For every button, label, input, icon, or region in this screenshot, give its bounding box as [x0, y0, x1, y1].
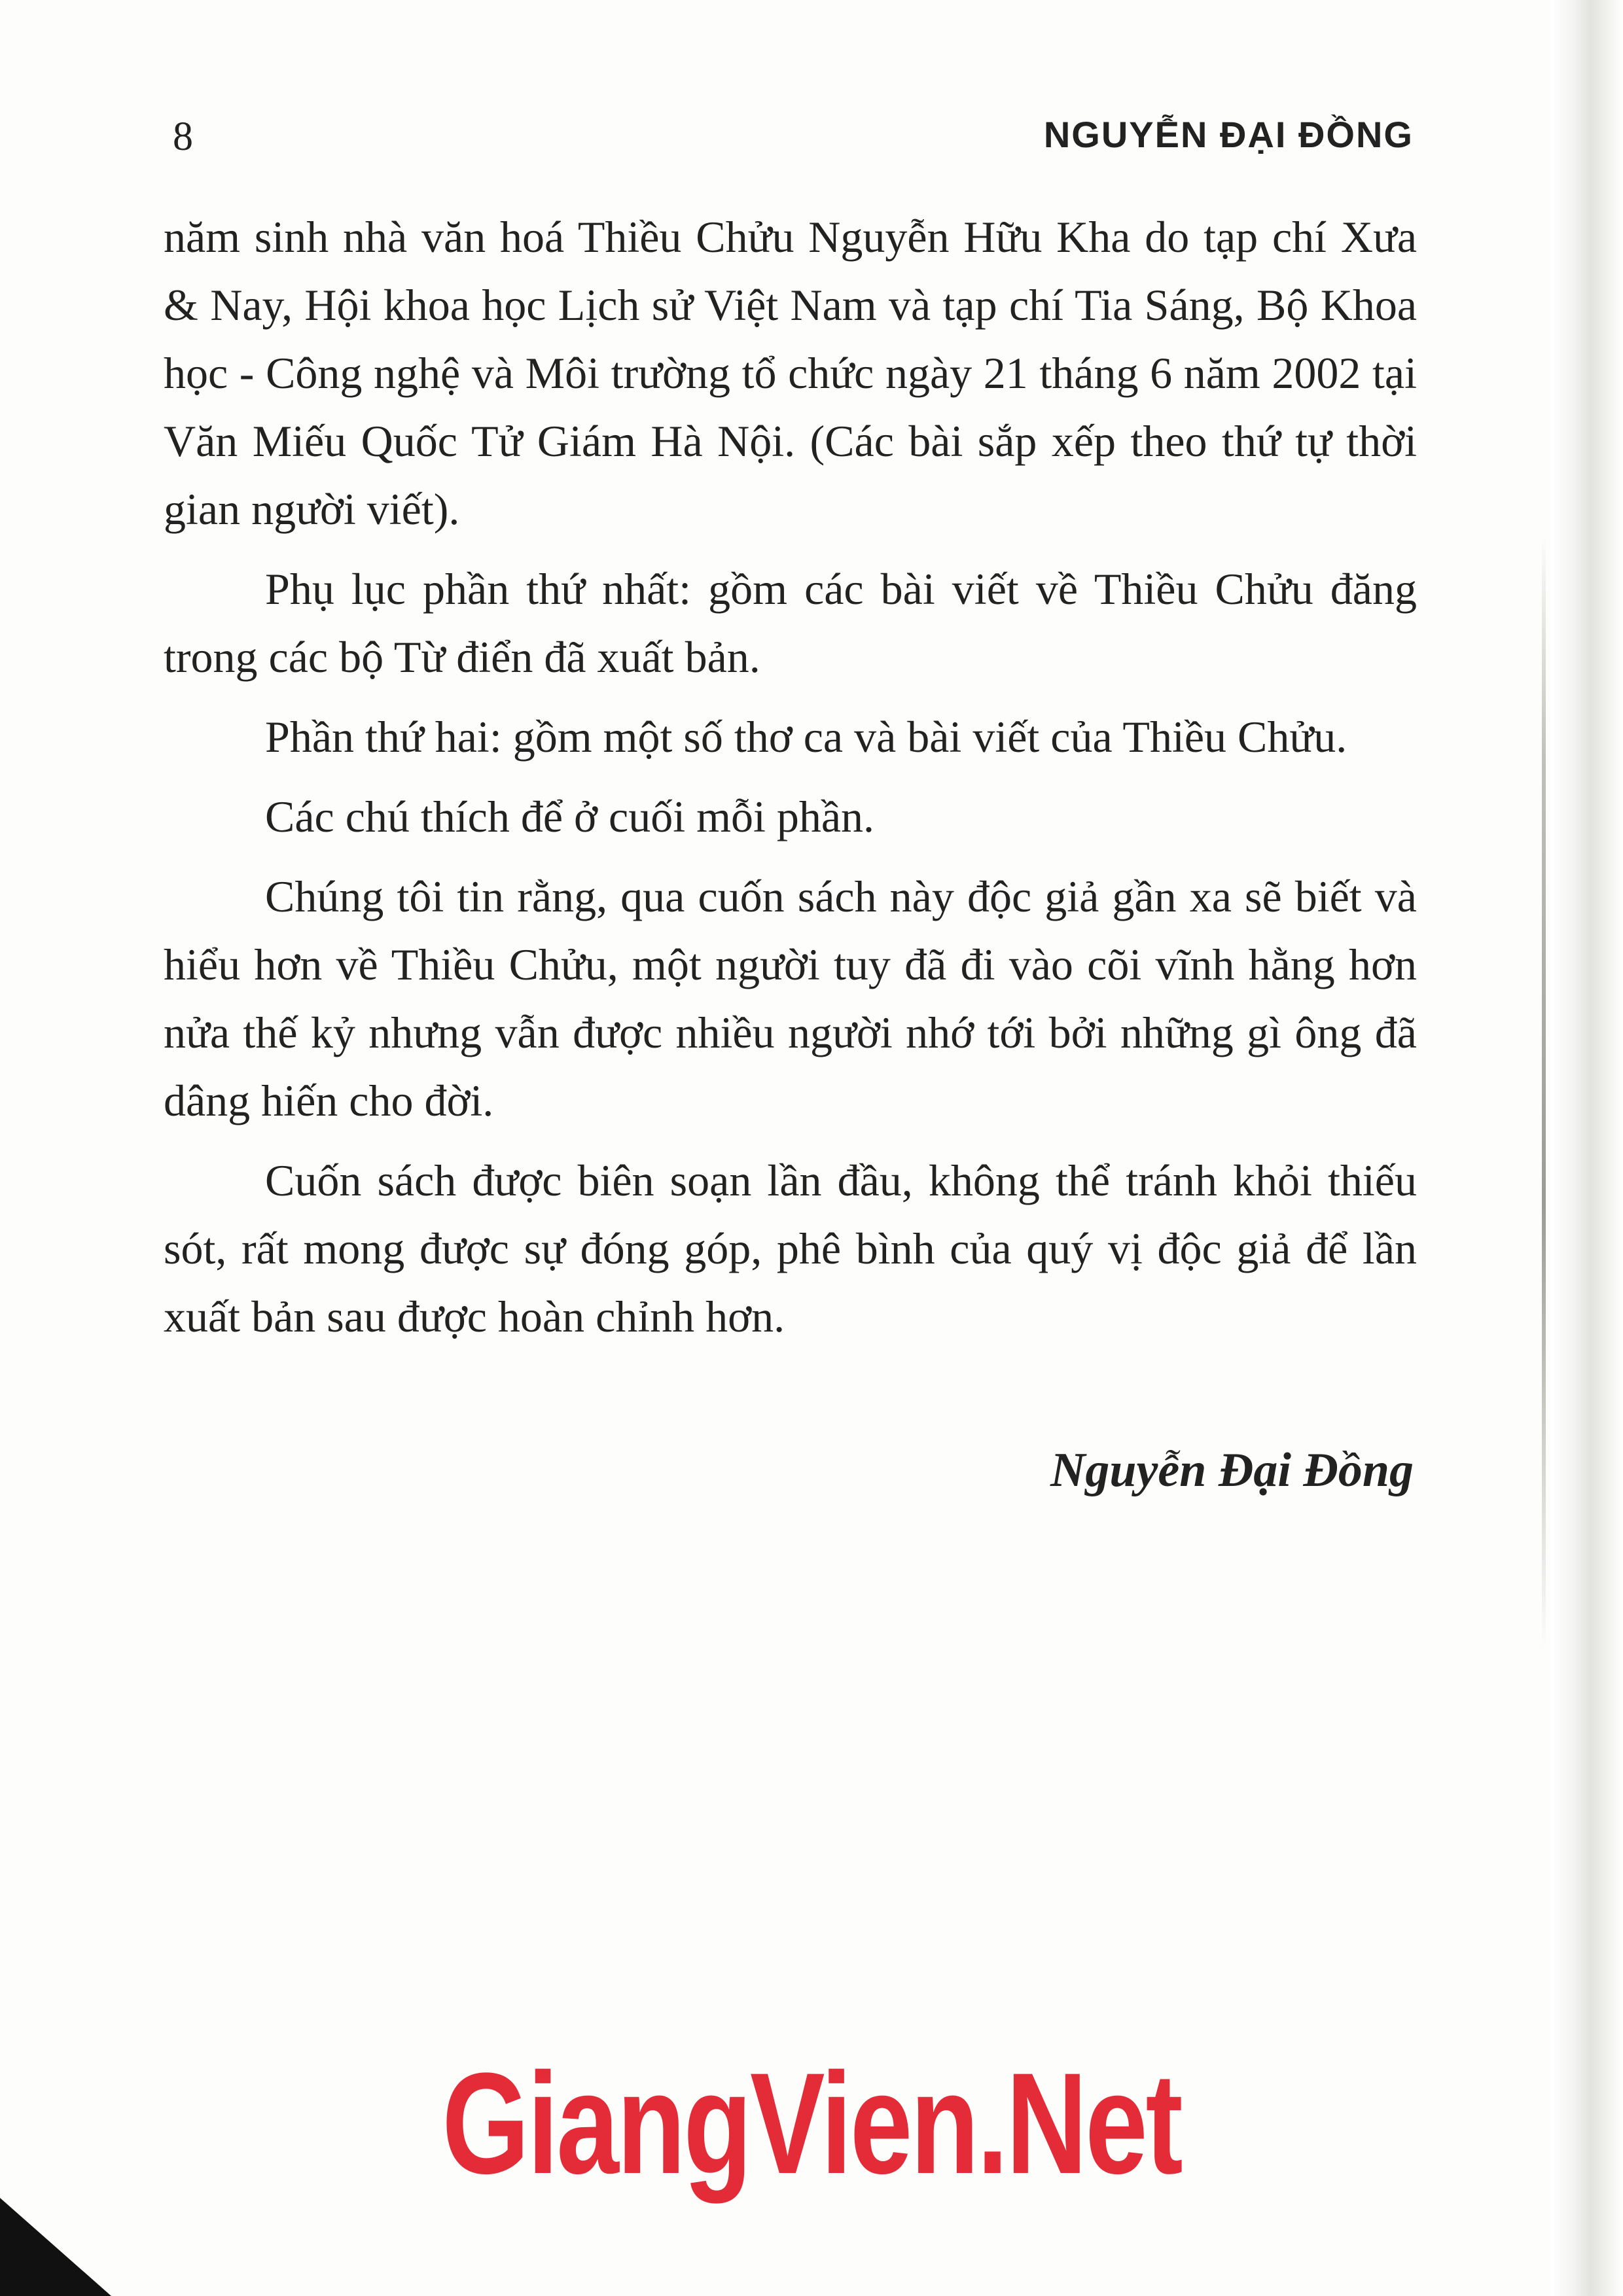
paragraph-part-two: Phần thứ hai: gồm một số thơ ca và bài viết của Thiều Chửu.: [265, 712, 1347, 762]
paragraph-appendix-part-one: Phụ lục phần thứ nhất: gồm các bài viết về Thiều Chửu đăng trong các bộ Từ điển đã xuất bản.: [164, 564, 1417, 682]
binding-shadow: [1542, 537, 1546, 1649]
paragraph-continuation: năm sinh nhà văn hoá Thiều Chửu Nguyễn Hữu Kha do tạp chí Xưa & Nay, Hội khoa học Lịch sử Việt Nam và tạp chí Tia Sáng, Bộ Khoa học - Công nghệ và Môi trường tổ chức ngày 21 tháng 6 năm 2002 tại Văn Miếu Quốc Tử Giám Hà Nội. (Các bài sắp xếp theo thứ tự thời gian người viết).: [164, 212, 1417, 534]
body-text: [164, 203, 1417, 1362]
paragraph-footnotes: Các chú thích để ở cuối mỗi phần.: [265, 792, 875, 841]
author-signature: Nguyễn Đại Đồng: [1050, 1443, 1414, 1497]
running-header: NGUYỄN ĐẠI ĐỒNG: [1043, 114, 1414, 155]
book-binding-edge: [1551, 0, 1623, 2296]
paragraph-first-edition: Cuốn sách được biên soạn lần đầu, không thể tránh khỏi thiếu sót, rất mong được sự đóng góp, phê bình của quý vị độc giả để lần xuất bản sau được hoàn chỉnh hơn.: [164, 1156, 1417, 1341]
paragraph-belief: Chúng tôi tin rằng, qua cuốn sách này độc giả gần xa sẽ biết và hiểu hơn về Thiều Chửu, một người tuy đã đi vào cõi vĩnh hằng hơn nửa thế kỷ nhưng vẫn được nhiều người nhớ tới bởi những gì ông đã dâng hiến cho đời.: [164, 872, 1417, 1125]
scan-corner-shadow: [0, 2198, 111, 2296]
watermark-logo: GiangVien.Net: [442, 2043, 1181, 2204]
page-number: 8: [173, 115, 193, 159]
